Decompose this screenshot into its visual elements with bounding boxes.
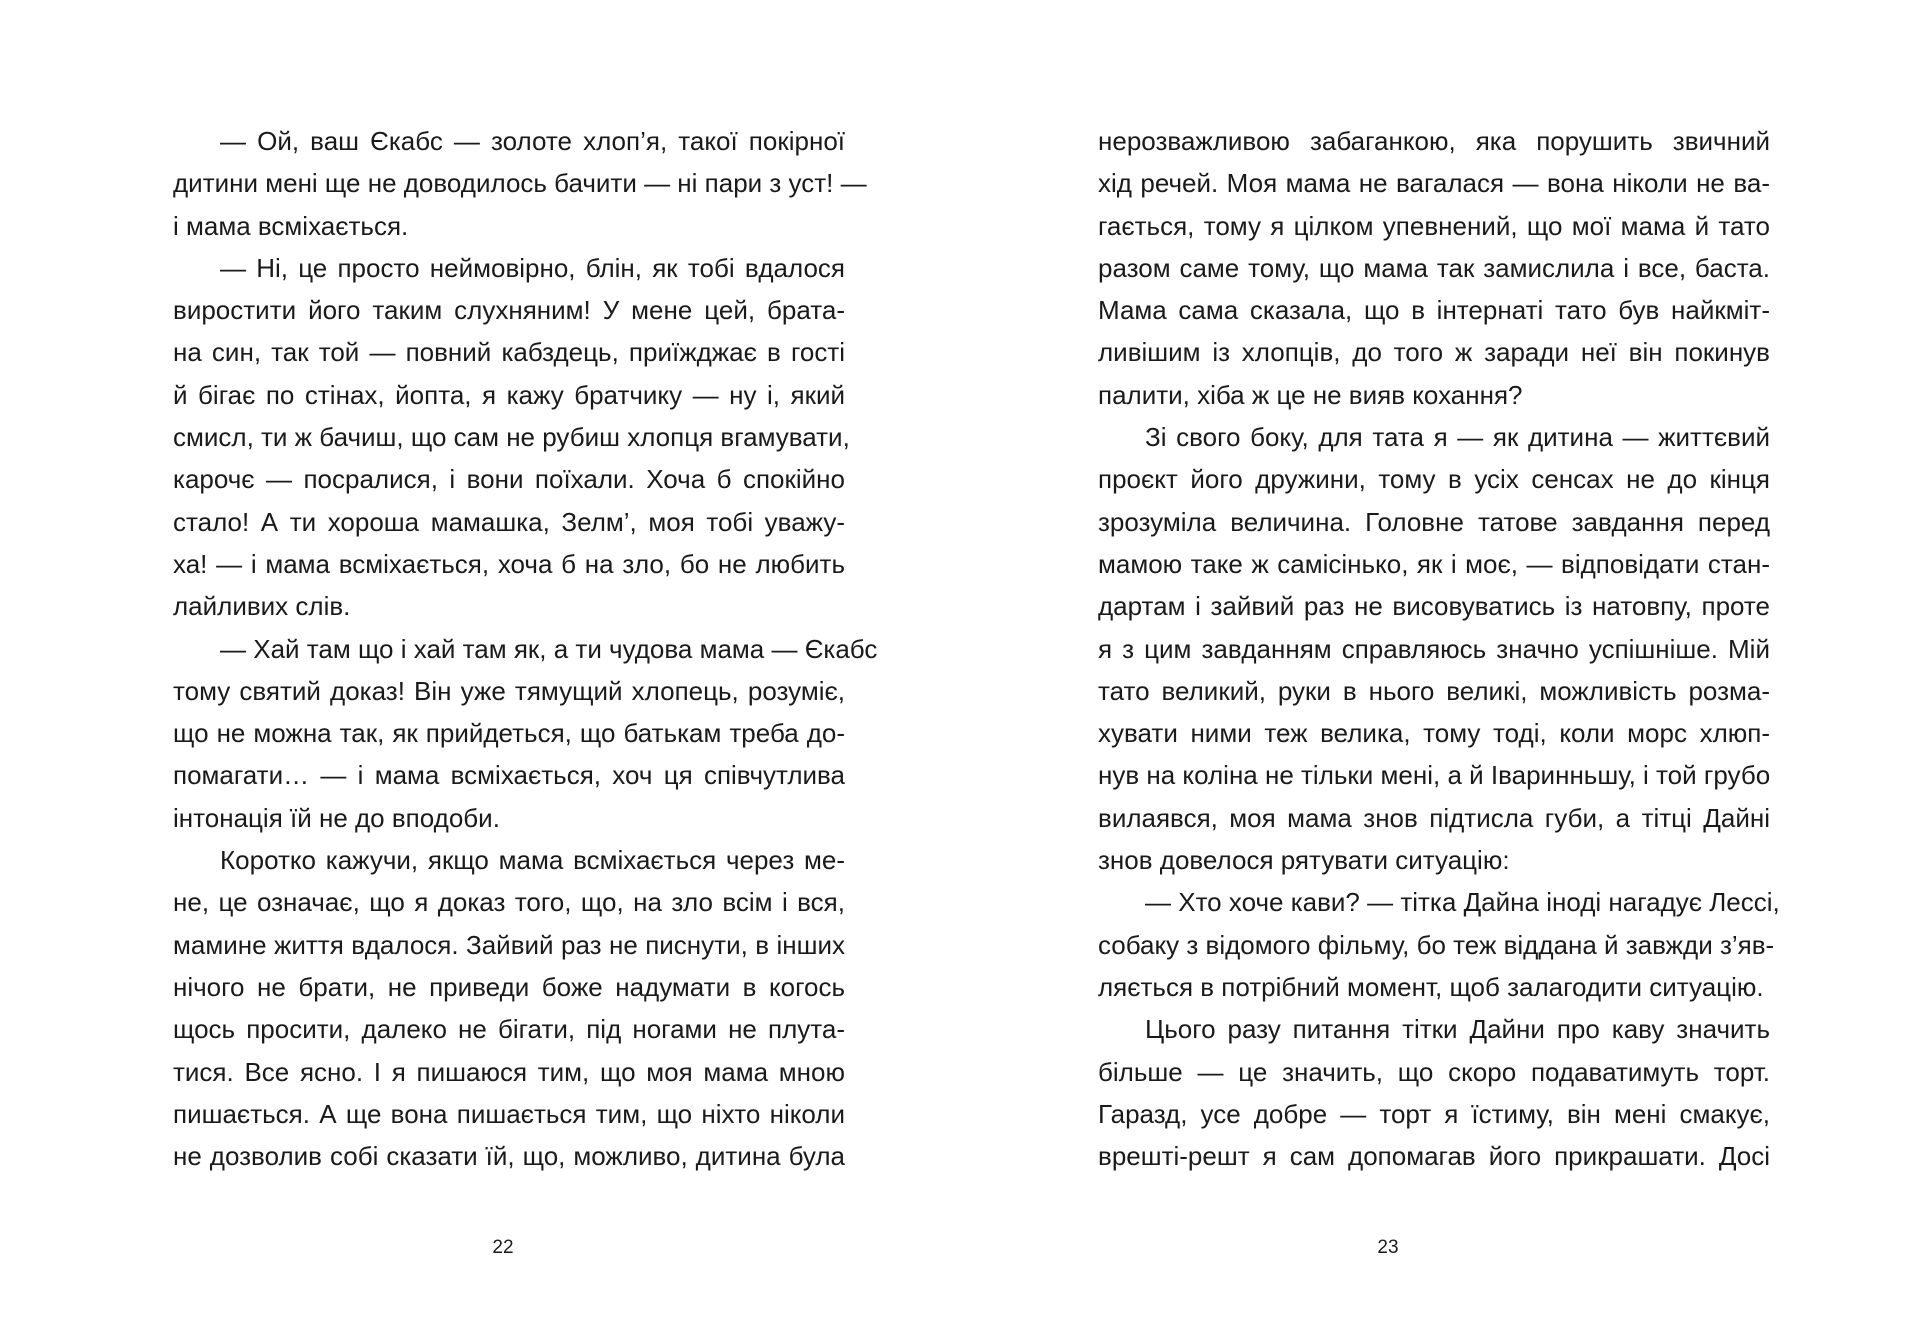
text-line: проєкт його дружини, тому в усіх сенсах не до кінця <box>1098 464 1770 495</box>
text-line: Коротко кажучи, якщо мама всміхається через ме- <box>220 845 845 876</box>
text-line: мамине життя вдалося. Зайвий раз не писнути, в інших <box>173 929 845 960</box>
text-line: мамою таке ж самісінько, як і моє, — відповідати стан- <box>1098 548 1770 579</box>
text-line: гається, тому я цілком упевнений, що мої мама й тато <box>1098 210 1770 241</box>
text-line: більше — це значить, що скоро подаватимуть торт. <box>1098 1056 1770 1087</box>
text-line: лайливих слів. <box>173 591 351 622</box>
text-line: вилаявся, моя мама знов підтисла губи, а тітці Дайні <box>1098 802 1770 833</box>
text-line: не дозволив собі сказати їй, що, можливо, дитина була <box>173 1141 845 1172</box>
text-line: Цього разу питання тітки Дайни про каву значить <box>1145 1014 1770 1045</box>
text-line: тому святий доказ! Він уже тямущий хлопець, розуміє, <box>173 675 845 706</box>
text-line: знов довелося рятувати ситуацію: <box>1098 845 1510 876</box>
text-line: Зі свого боку, для тата я — як дитина — життєвий <box>1145 422 1770 453</box>
text-line: разом саме тому, що мама так замислила і все, баста. <box>1098 252 1770 283</box>
text-line: помагати… — і мама всміхається, хоч ця співчутлива <box>173 760 845 791</box>
text-line: карочє — посралися, і вони поїхали. Хоча б спокійно <box>173 464 845 495</box>
text-line: і мама всміхається. <box>173 210 409 241</box>
text-line: тися. Все ясно. І я пишаюся тим, що моя мама мною <box>173 1056 845 1087</box>
left-page-text <box>173 120 878 1177</box>
text-line: смисл, ти ж бачиш, що сам не рубиш хлопця вгамувати, <box>173 422 850 453</box>
text-line: на син, так той — повний кабздець, приїжджає в гості <box>173 337 845 368</box>
right-page <box>960 0 1920 1324</box>
text-line: тато великий, руки в нього великі, можливість розма- <box>1098 675 1770 706</box>
text-line: я з цим завданням справляюсь значно успішніше. Мій <box>1098 633 1770 664</box>
text-line: щось просити, далеко не бігати, під ногами не плута- <box>173 1014 845 1045</box>
page-number: 23 <box>1377 1237 1399 1258</box>
text-line: стало! А ти хороша мамашка, Зелм’, моя тобі уважу- <box>173 506 845 537</box>
text-line: нічого не брати, не приведи боже надумати в когось <box>173 971 845 1002</box>
text-line: й бігає по стінах, йопта, я кажу братчику — ну і, який <box>173 379 845 410</box>
text-line: зрозуміла величина. Головне татове завдання перед <box>1098 506 1770 537</box>
text-line: Мама сама сказала, що в інтернаті тато був найкміт- <box>1098 295 1770 326</box>
text-line: палити, хіба ж це не вияв кохання? <box>1098 379 1523 410</box>
text-line: виростити його таким слухняним! У мене цей, брата- <box>173 295 845 326</box>
text-line: інтонація їй не до вподоби. <box>173 802 500 833</box>
text-line: ляється в потрібний момент, щоб залагодити ситуацію. <box>1098 971 1764 1002</box>
text-line: не, це означає, що я доказ того, що, на зло всім і вся, <box>173 887 845 918</box>
page-number: 22 <box>492 1237 514 1258</box>
text-line: ха! — і мама всміхається, хоча б на зло, бо не любить <box>173 548 845 579</box>
text-line: дитини мені ще не доводилось бачити — ні пари з уст! — <box>173 168 867 199</box>
text-line: нув на коліна не тільки мені, а й Іваринньшу, і той грубо <box>1098 760 1771 791</box>
text-line: пишається. А ще вона пишається тим, що ніхто ніколи <box>173 1098 845 1129</box>
text-line: що не можна так, як прийдеться, що батькам треба до- <box>173 718 845 749</box>
text-line: собаку з відомого фільму, бо теж віддана й завжди з’яв- <box>1098 929 1775 960</box>
text-line: — Ой, ваш Єкабс — золоте хлоп’я, такої покірної <box>220 126 845 156</box>
right-page-text <box>1098 120 1780 1177</box>
text-line: Гаразд, усе добре — торт я їстиму, він мені смакує, <box>1098 1098 1770 1129</box>
text-line: врешті-решт я сам допомагав його прикрашати. Досі <box>1098 1141 1770 1172</box>
text-line: — Ні, це просто неймовірно, блін, як тобі вдалося <box>220 252 845 283</box>
text-line: дартам і зайвий раз не висовуватись із натовпу, проте <box>1098 591 1770 622</box>
text-line: — Хай там що і хай там як, а ти чудова мама — Єкабс <box>220 633 878 664</box>
text-line: ливішим із хлопців, до того ж заради неї він покинув <box>1098 337 1770 368</box>
text-line: нерозважливою забаганкою, яка порушить звичний <box>1098 126 1770 156</box>
text-line: — Хто хоче кави? — тітка Дайна іноді нагадує Лессі, <box>1145 887 1780 918</box>
text-line: хувати ними теж велика, тому тоді, коли морс хлюп- <box>1098 718 1770 749</box>
text-line: хід речей. Моя мама не вагалася — вона ніколи не ва- <box>1098 168 1770 199</box>
